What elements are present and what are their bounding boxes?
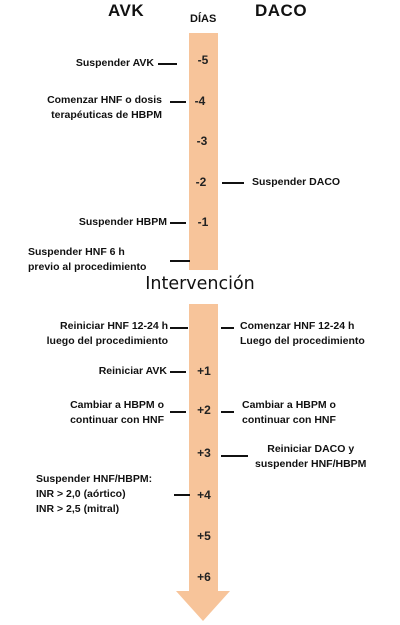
day-label: +4 <box>197 488 211 502</box>
switch-hbpm-daco-label <box>242 398 336 428</box>
day-label: +1 <box>197 364 211 378</box>
start-hnf-label <box>47 93 162 123</box>
dias-header: DÍAS <box>190 13 217 25</box>
timeline-arrowhead <box>176 591 230 621</box>
label-line: continuar con HNF <box>242 414 336 426</box>
restart-hnf-label <box>47 319 168 349</box>
connector-line <box>170 260 190 262</box>
day-label: -5 <box>197 53 209 67</box>
suspend-avk-label: Suspender AVK <box>75 57 154 69</box>
connector-line <box>170 411 186 413</box>
day-label: -4 <box>194 94 206 108</box>
day-label: -3 <box>196 134 208 148</box>
label-line: luego del procedimiento <box>46 335 168 347</box>
avk-header: AVK <box>108 1 145 20</box>
label-line: previo al procedimiento <box>28 261 147 273</box>
label-line: Suspender HNF 6 h <box>28 246 125 258</box>
connector-line <box>221 455 248 457</box>
connector-line <box>221 327 234 329</box>
restart-avk-label: Reiniciar AVK <box>98 365 167 377</box>
connector-line <box>221 411 234 413</box>
timeline-bar-before <box>189 33 218 270</box>
connector-line <box>174 494 190 496</box>
switch-hbpm-avk-label <box>70 398 164 428</box>
intervention-label: Intervención <box>145 274 255 294</box>
daco-header: DACO <box>255 1 308 20</box>
label-line: Cambiar a HBPM o <box>70 399 164 411</box>
day-label: +3 <box>197 446 211 460</box>
day-label: +5 <box>197 529 211 543</box>
connector-line <box>170 371 186 373</box>
day-label: -1 <box>197 215 209 229</box>
start-hnf-daco-label <box>240 319 365 349</box>
label-line: Suspender HNF/HBPM: <box>36 473 153 485</box>
label-line: Reiniciar DACO y <box>267 443 355 455</box>
suspend-hbpm-label: Suspender HBPM <box>78 216 167 228</box>
label-line: INR > 2,0 (aórtico) <box>36 488 126 500</box>
label-line: continuar con HNF <box>70 414 164 426</box>
suspend-daco-label: Suspender DACO <box>252 176 341 188</box>
day-label: +2 <box>197 403 211 417</box>
suspend-hnf-label <box>28 245 146 275</box>
connector-line <box>170 222 186 224</box>
connector-line <box>158 63 177 65</box>
connector-line <box>170 327 188 329</box>
day-label: -2 <box>195 175 207 189</box>
restart-daco-label <box>255 442 366 472</box>
label-line: terapéuticas de HBPM <box>51 109 162 121</box>
label-line: Comenzar HNF 12-24 h <box>240 320 355 332</box>
label-line: INR > 2,5 (mitral) <box>36 503 120 515</box>
label-line: Luego del procedimiento <box>240 335 365 347</box>
label-line: Comenzar HNF o dosis <box>47 94 162 106</box>
connector-line <box>170 101 186 103</box>
day-label: +6 <box>197 570 211 584</box>
label-line: Cambiar a HBPM o <box>242 399 336 411</box>
connector-line <box>222 182 244 184</box>
label-line: suspender HNF/HBPM <box>255 458 367 470</box>
label-line: Reiniciar HNF 12-24 h <box>60 320 168 332</box>
suspend-inr-label <box>36 472 152 517</box>
